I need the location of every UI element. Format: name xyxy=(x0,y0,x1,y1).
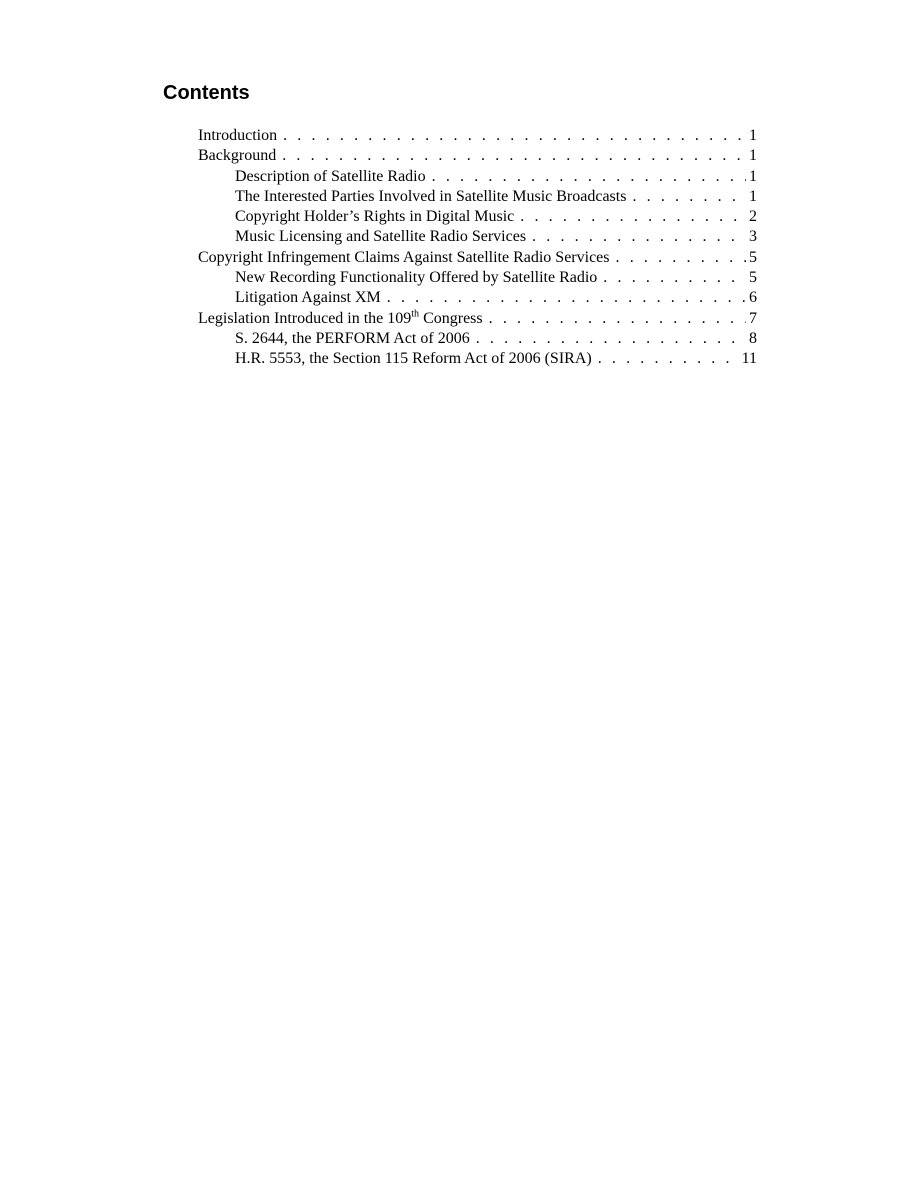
table-of-contents xyxy=(198,126,757,370)
toc-page-number: 5 xyxy=(749,269,757,287)
toc-entry-background[interactable] xyxy=(198,146,757,166)
toc-page-number: 1 xyxy=(749,147,757,165)
dot-leader xyxy=(616,248,747,268)
toc-entry-new-recording-functionality[interactable] xyxy=(198,268,757,288)
dot-leader xyxy=(387,288,746,308)
toc-entry-title: Music Licensing and Satellite Radio Services xyxy=(235,228,527,246)
toc-entry-perform-act[interactable] xyxy=(198,329,757,349)
toc-entry-description-of-satellite-radio[interactable] xyxy=(198,167,757,187)
dot-leader xyxy=(282,146,746,166)
toc-entry-title-text: Congress xyxy=(419,309,483,327)
toc-entry-title: Copyright Infringement Claims Against Satellite Radio Services xyxy=(198,248,610,266)
dot-leader xyxy=(476,329,746,349)
dot-leader xyxy=(632,187,746,207)
toc-page-number: 7 xyxy=(749,309,757,327)
dot-leader xyxy=(598,349,739,369)
toc-entry-title: Copyright Holder’s Rights in Digital Music xyxy=(235,208,515,226)
toc-entry-title: H.R. 5553, the Section 115 Reform Act of 2006 (SIRA) xyxy=(235,350,592,368)
toc-entry-legislation-109th-congress[interactable] xyxy=(198,309,757,329)
toc-entry-title: Introduction xyxy=(198,127,278,144)
toc-page-number: 2 xyxy=(749,208,757,226)
toc-entry-title: Litigation Against XM xyxy=(235,289,381,307)
toc-page-number: 5 xyxy=(749,248,757,266)
toc-entry-copyright-holders-rights[interactable] xyxy=(198,207,757,227)
toc-entry-title: New Recording Functionality Offered by Satellite Radio xyxy=(235,269,598,287)
toc-entry-music-licensing[interactable] xyxy=(198,227,757,247)
dot-leader xyxy=(532,227,746,247)
toc-page-number: 3 xyxy=(749,228,757,246)
toc-entry-title: Description of Satellite Radio xyxy=(235,167,426,185)
toc-page-number: 1 xyxy=(749,127,757,144)
toc-entry-title: Background xyxy=(198,147,277,165)
toc-page-number: 8 xyxy=(749,329,757,347)
toc-page-number: 11 xyxy=(741,350,757,368)
toc-entry-litigation-against-xm[interactable] xyxy=(198,288,757,308)
dot-leader xyxy=(489,309,746,329)
dot-leader xyxy=(283,126,746,146)
toc-entry-title: The Interested Parties Involved in Satellite Music Broadcasts xyxy=(235,187,627,205)
dot-leader xyxy=(520,207,746,227)
ordinal-suffix: th xyxy=(411,308,420,320)
toc-entry-title-text: Legislation Introduced in the 109 xyxy=(198,309,412,327)
toc-entry-title xyxy=(198,309,489,329)
toc-page-number: 1 xyxy=(749,167,757,185)
dot-leader xyxy=(432,167,746,187)
toc-entry-section-115-reform-act[interactable] xyxy=(198,349,757,369)
dot-leader xyxy=(603,268,746,288)
toc-entry-copyright-infringement-claims[interactable] xyxy=(198,248,757,268)
toc-entry-title: S. 2644, the PERFORM Act of 2006 xyxy=(235,329,470,347)
toc-page-number: 1 xyxy=(749,187,757,205)
toc-entry-introduction[interactable] xyxy=(198,126,757,146)
contents-heading: Contents xyxy=(163,82,250,104)
toc-entry-interested-parties[interactable] xyxy=(198,187,757,207)
toc-page-number: 6 xyxy=(749,289,757,307)
